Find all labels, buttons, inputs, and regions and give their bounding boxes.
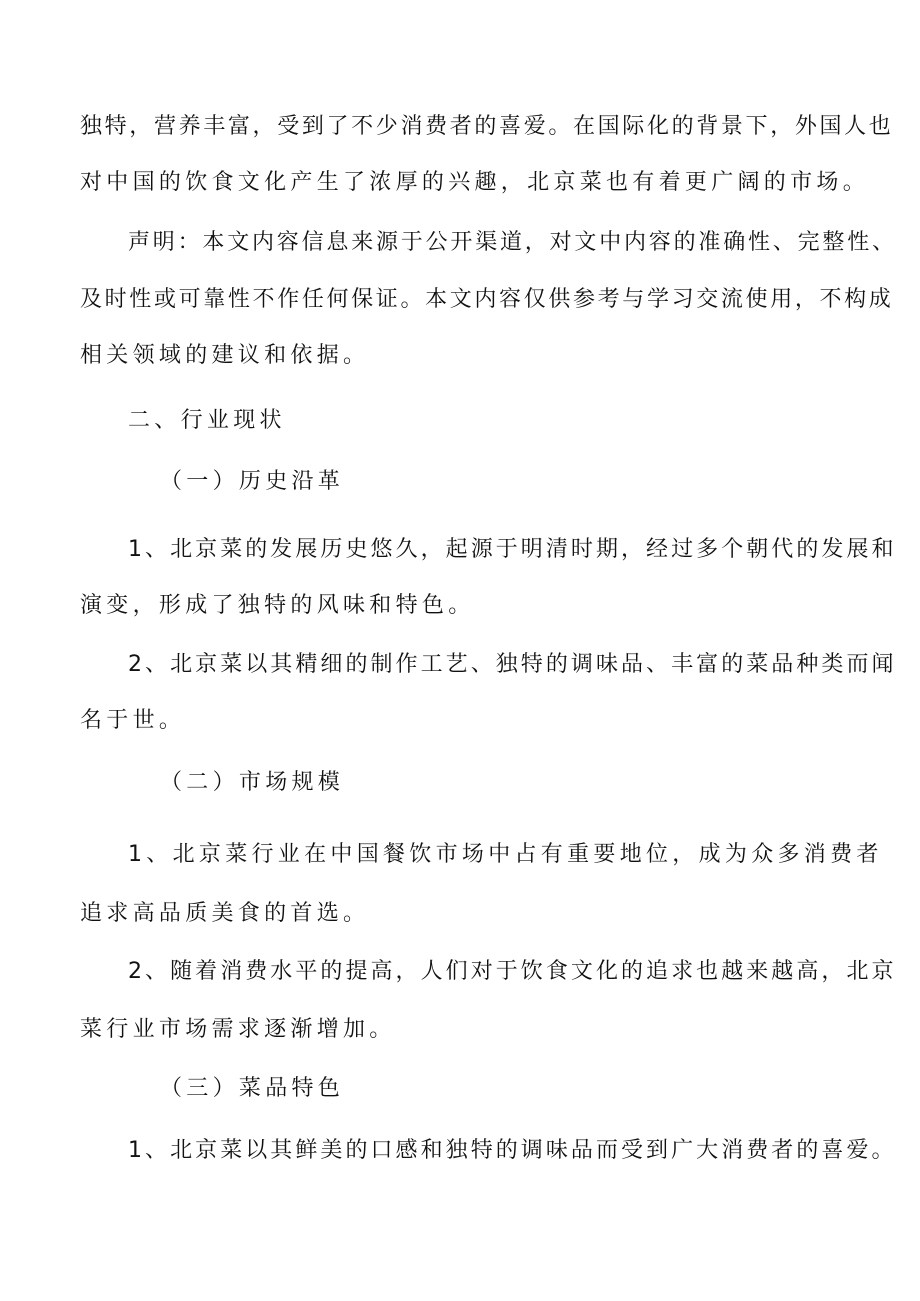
subsection-heading-market: （二）市场规模: [160, 770, 345, 795]
intro-line-1: 独特，营养丰富，受到了不少消费者的喜爱。在国际化的背景下，外国人也: [80, 114, 894, 139]
section-heading: 二、行业现状: [128, 408, 286, 433]
market-item-2-line-1: 2、随着消费水平的提高，人们对于饮食文化的追求也越来越高，北京: [128, 959, 897, 984]
history-item-2-line-2: 名于世。: [80, 708, 186, 733]
history-item-2-line-1: 2、北京菜以其精细的制作工艺、独特的调味品、丰富的菜品种类而闻: [128, 652, 897, 677]
history-item-1-line-1: 1、北京菜的发展历史悠久，起源于明清时期，经过多个朝代的发展和: [128, 537, 897, 562]
intro-line-2: 对中国的饮食文化产生了浓厚的兴趣，北京菜也有着更广阔的市场。: [80, 170, 870, 195]
disclaimer-line-2: 及时性或可靠性不作任何保证。本文内容仅供参考与学习交流使用，不构成: [80, 287, 894, 312]
subsection-heading-history: （一）历史沿革: [160, 469, 345, 494]
disclaimer-line-3: 相关领域的建议和依据。: [80, 343, 370, 368]
market-item-2-line-2: 菜行业市场需求逐渐增加。: [80, 1017, 396, 1042]
history-item-1-line-2: 演变，形成了独特的风味和特色。: [80, 593, 475, 618]
dishes-item-1-line-1: 1、北京菜以其鲜美的口感和独特的调味品而受到广大消费者的喜爱。: [128, 1138, 897, 1163]
subsection-heading-dishes: （三）菜品特色: [160, 1076, 345, 1101]
market-item-1-line-2: 追求高品质美食的首选。: [80, 901, 370, 926]
disclaimer-line-1: 声明：本文内容信息来源于公开渠道，对文中内容的准确性、完整性、: [128, 230, 897, 255]
market-item-1-line-1: 1、北京菜行业在中国餐饮市场中占有重要地位，成为众多消费者: [128, 842, 883, 867]
